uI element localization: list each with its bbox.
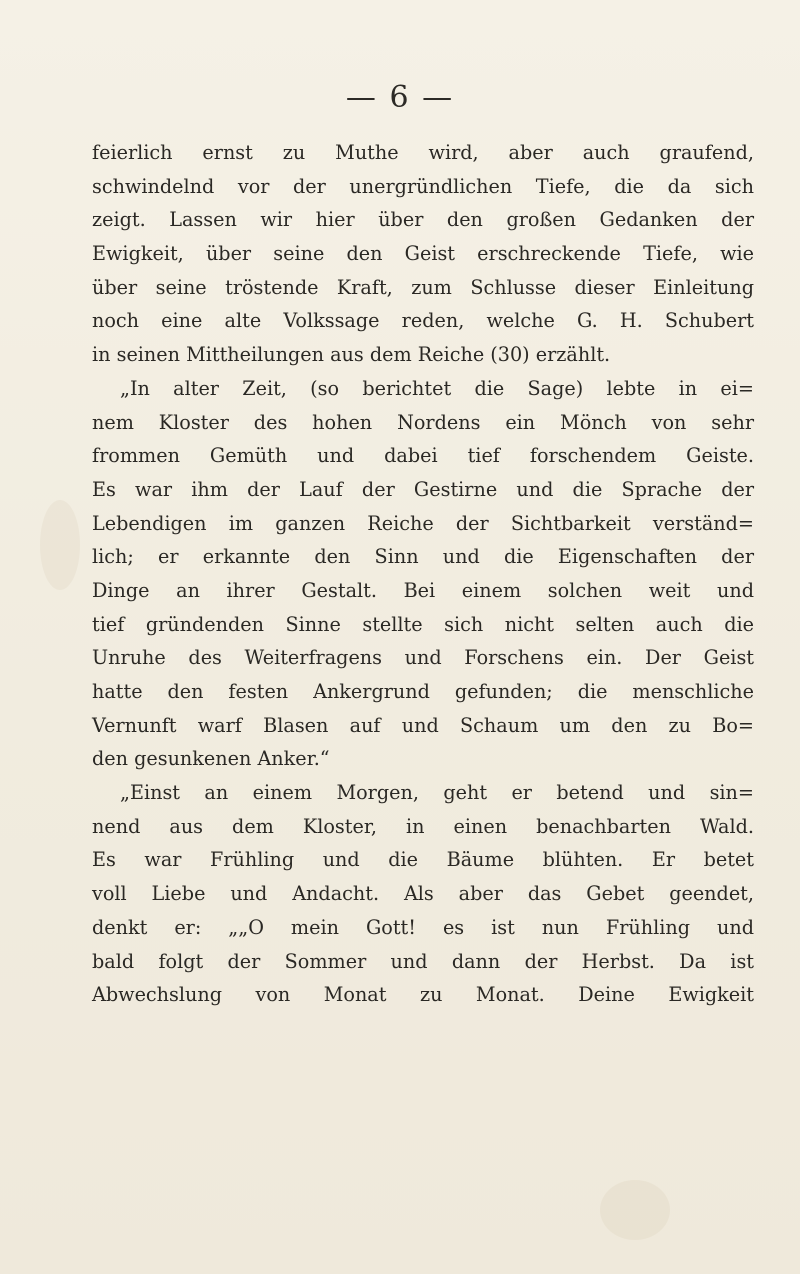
- text-line: Abwechslung von Monat zu Monat. Deine Ewigkeit: [92, 983, 754, 1007]
- text-line: schwindelnd vor der unergründlichen Tiefe, die da sich: [92, 174, 754, 198]
- text-line: über seine tröstende Kraft, zum Schlusse dieser Einleitung: [92, 275, 754, 299]
- text-line: denkt er: „„O mein Gott! es ist nun Frühling und: [92, 915, 754, 939]
- text-line: lich; er erkannte den Sinn und die Eigenschaften der: [92, 545, 754, 569]
- text-line: Ewigkeit, über seine den Geist erschreckende Tiefe, wie: [92, 242, 754, 266]
- paper-stain: [40, 500, 80, 590]
- page-number-header: — 6 —: [345, 80, 455, 115]
- text-line: hatte den festen Ankergrund gefunden; die menschliche: [92, 680, 754, 703]
- text-line: „In alter Zeit, (so berichtet die Sage) lebte in ei=: [120, 376, 754, 400]
- text-line: den gesunkenen Anker.“: [92, 747, 330, 771]
- text-line: bald folgt der Sommer und dann der Herbst. Da ist: [92, 949, 754, 973]
- text-line: nend aus dem Kloster, in einen benachbarten Wald.: [92, 814, 754, 838]
- text-line: tief gründenden Sinne stellte sich nicht selten auch die: [92, 612, 754, 636]
- text-line: „Einst an einem Morgen, geht er betend und sin=: [120, 781, 754, 805]
- body-text: [92, 136, 754, 1012]
- text-line: Vernunft warf Blasen auf und Schaum um den zu Bo=: [92, 713, 754, 737]
- text-line: Unruhe des Weiterfragens und Forschens ein. Der Geist: [92, 646, 754, 670]
- text-line: in seinen Mittheilungen aus dem Reiche (30) erzählt.: [92, 343, 611, 367]
- text-line: Lebendigen im ganzen Reiche der Sichtbarkeit verständ=: [92, 511, 754, 535]
- text-line: Es war Frühling und die Bäume blühten. Er betet: [92, 848, 754, 872]
- text-line: nem Kloster des hohen Nordens ein Mönch von sehr: [92, 410, 754, 434]
- text-line: noch eine alte Volkssage reden, welche G. H. Schubert: [92, 309, 754, 333]
- text-line: Es war ihm der Lauf der Gestirne und die Sprache der: [92, 477, 754, 501]
- text-line: Dinge an ihrer Gestalt. Bei einem solchen weit und: [92, 578, 754, 602]
- text-line: voll Liebe und Andacht. Als aber das Gebet geendet,: [92, 882, 754, 906]
- paper-stain: [600, 1180, 670, 1240]
- text-line: zeigt. Lassen wir hier über den großen Gedanken der: [92, 208, 754, 232]
- text-line: frommen Gemüth und dabei tief forschendem Geiste.: [92, 444, 754, 468]
- text-line: feierlich ernst zu Muthe wird, aber auch graufend,: [92, 141, 754, 164]
